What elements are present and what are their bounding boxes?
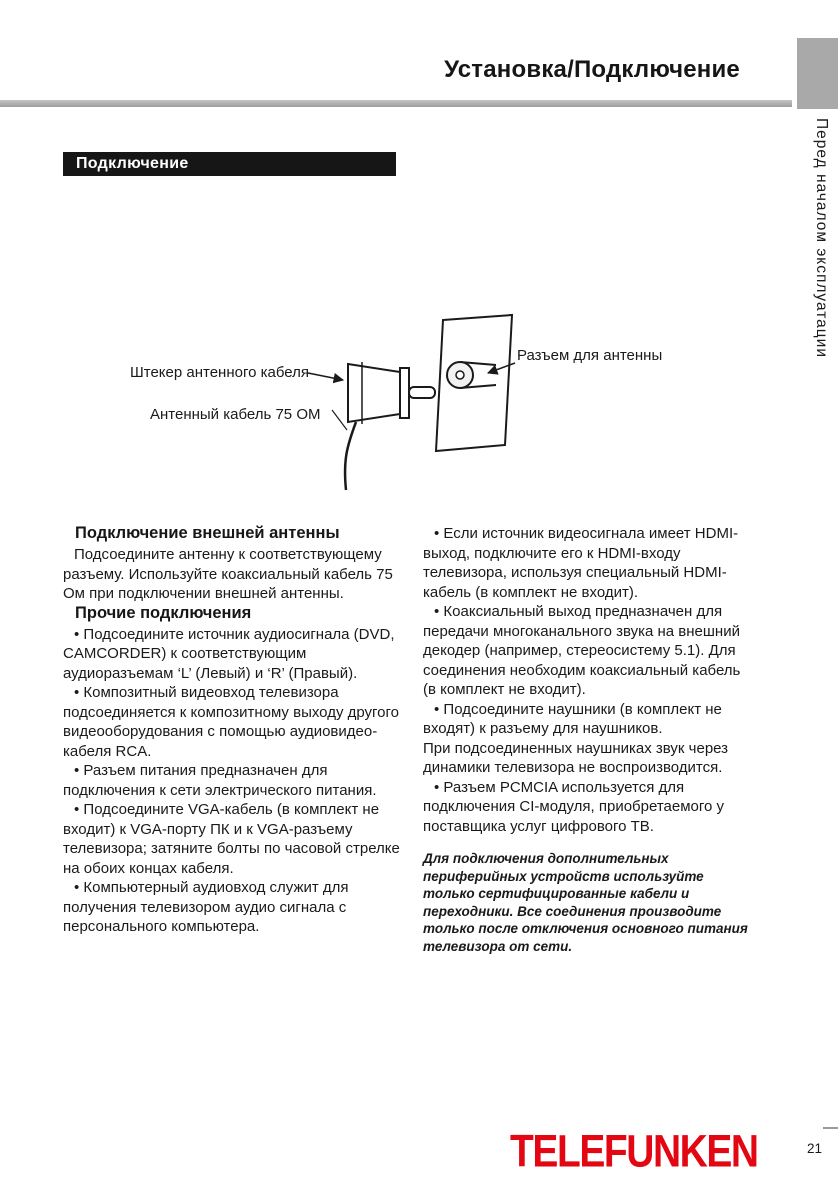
bullet-headphones: • Подсоедините наушники (в комплект не входят) к разъему для наушников. (423, 700, 722, 737)
cable-label-leader (332, 410, 347, 430)
chapter-tab-block (797, 38, 838, 109)
antenna-paragraph: Подсоедините антенну к соответствующему разъему. Используйте коаксиальный кабель 75 Ом при подключении внешней антенны. (63, 546, 393, 602)
antenna-plug-icon (345, 362, 435, 490)
headphones-note: При подсоединенных наушниках звук через динамики телевизора не воспроизводится. (423, 739, 729, 776)
chapter-vertical-label: Перед началом эксплуатации (813, 118, 830, 358)
heading-other-connections: Прочие подключения (75, 603, 252, 622)
page-number: 21 (806, 1141, 822, 1156)
bullet-composite-video: • Композитный видеовход телевизора подсоединяется к композитному выходу другого видеооборудования с помощью аудиовидео-кабеля RCA. (63, 684, 400, 760)
right-column (423, 524, 757, 955)
header-rule (0, 100, 792, 107)
page-title: Установка/Подключение (444, 56, 740, 83)
body-columns (63, 524, 757, 955)
bullet-audio-source: • Подсоедините источник аудиосигнала (DVD, CAMCORDER) к соответствующим аудиоразъемам ‘L’ (Левый) и ‘R’ (Правый). (63, 625, 395, 682)
bullet-pc-audio: • Компьютерный аудиовход служит для получения телевизором аудио сигнала с персонального компьютера. (63, 879, 349, 935)
crop-mark (823, 1127, 838, 1129)
socket-label: Разъем для антенны (517, 347, 663, 364)
section-header-bar: Подключение (63, 152, 396, 176)
cable-label: Антенный кабель 75 ОМ (150, 406, 321, 423)
antenna-connection-diagram (60, 298, 760, 513)
bullet-power-connector: • Разъем питания предназначен для подключения к сети электрического питания. (63, 762, 377, 799)
bullet-hdmi: • Если источник видеосигнала имеет HDMI-выход, подключите его к HDMI-входу телевизора, используя специальный HDMI-кабель (в комплект не входит). (423, 525, 739, 601)
antenna-cable-line (345, 422, 356, 490)
warning-note: Для подключения дополнительных периферийных устройств используйте только сертифицированные кабели и переходники. Все соединения производите только после отключения основного питания телевизора от сети. (423, 851, 748, 954)
brand-logo: TELEFUNKEN (510, 1126, 758, 1177)
heading-external-antenna: Подключение внешней антенны (75, 524, 340, 542)
plug-label: Штекер антенного кабеля (130, 364, 309, 381)
bullet-pcmcia: • Разъем PCMCIA используется для подключения CI-модуля, приобретаемого у поставщика услуг цифрового ТВ. (423, 778, 725, 835)
bullet-vga-cable: • Подсоедините VGA-кабель (в комплект не входит) к VGA-порту ПК и к VGA-разъему телевизора; затяните болты по часовой стрелке на обоих концах кабеля. (63, 801, 400, 877)
plug-label-arrow (308, 373, 343, 380)
bullet-coaxial-out: • Коаксиальный выход предназначен для передачи многоканального звука на внешний декодер (например, стереосистему 5.1). Для соединения необходим коаксиальный кабель (в комплект не входит). (423, 603, 741, 698)
left-column (63, 524, 409, 955)
wall-panel (436, 315, 512, 451)
